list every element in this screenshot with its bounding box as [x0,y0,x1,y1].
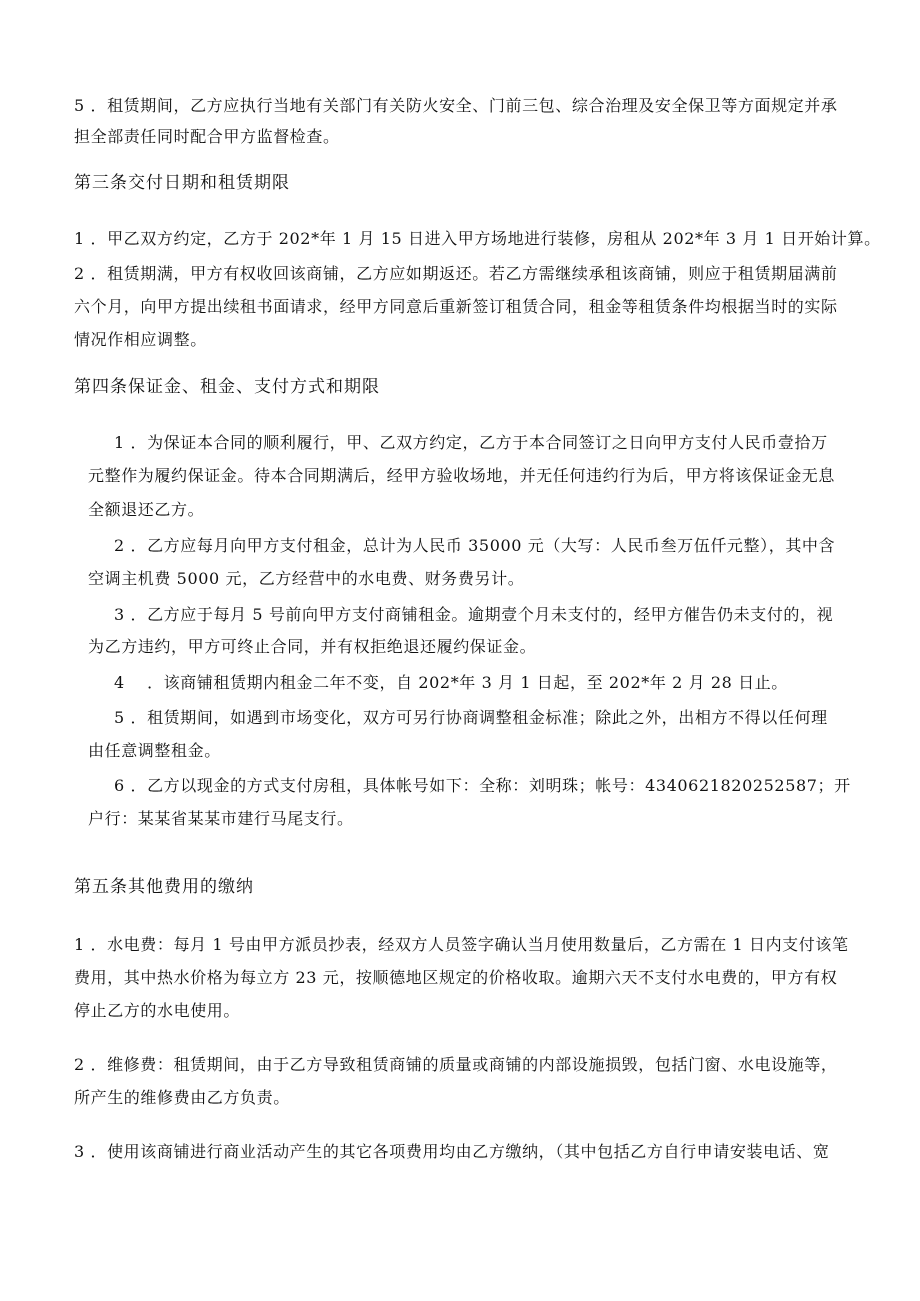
article-3-item-2-line-1: 2 ．租赁期满，甲方有权收回该商铺，乙方应如期返还。若乙方需继续承租该商铺，则应于租赁期届满前 [74,264,838,283]
article-5-item-1-line-1: 1 ．水电费：每月 1 号由甲方派员抄表，经双方人员签字确认当月使用数量后，乙方需在 1 日内支付该笔 [74,935,849,954]
article-5-item-1-line-2: 费用，其中热水价格为每立方 23 元，按顺德地区规定的价格收取。逾期六天不支付水电费的，甲方有权 [74,968,838,987]
article-4-item-4: 4 ．该商铺租赁期内租金二年不变，自 202*年 3 月 1 日起，至 202*年 2 月 28 日止。 [114,673,788,692]
clause-2-item-5-line-2: 担全部责任同时配合甲方监督检查。 [74,127,340,146]
article-4-item-3-line-2: 为乙方违约，甲方可终止合同，并有权拒绝退还履约保证金。 [88,637,537,656]
article-4-item-3-line-1: 3 ．乙方应于每月 5 号前向甲方支付商铺租金。逾期壹个月未支付的，经甲方催告仍未支付的，视 [114,605,834,624]
section-heading-article-5: 第五条其他费用的缴纳 [74,877,254,897]
article-3-item-2-line-3: 情况作相应调整。 [74,330,207,349]
section-heading-article-3: 第三条交付日期和租赁期限 [74,173,290,193]
clause-2-item-5-line-1: 5 ．租赁期间，乙方应执行当地有关部门有关防火安全、门前三包、综合治理及安全保卫等方面规定并承 [74,96,838,115]
article-5-item-2-line-1: 2 ．维修费：租赁期间，由于乙方导致租赁商铺的质量或商铺的内部设施损毁，包括门窗、水电设施等， [74,1055,838,1074]
article-4-item-6-line-2: 户行：某某省某某市建行马尾支行。 [88,809,354,828]
article-5-item-1-line-3: 停止乙方的水电使用。 [74,1001,241,1020]
article-3-item-2-line-2: 六个月，向甲方提出续租书面请求，经甲方同意后重新签订租赁合同，租金等租赁条件均根据当时的实际 [74,297,838,316]
article-4-item-6-line-1: 6 ．乙方以现金的方式支付房租，具体帐号如下：全称：刘明珠；帐号：4340621820252587；开 [114,776,851,795]
section-heading-article-4: 第四条保证金、租金、支付方式和期限 [74,377,380,397]
article-4-item-5-line-2: 由任意调整租金。 [88,741,221,760]
article-4-item-2-line-2: 空调主机费 5000 元，乙方经营中的水电费、财务费另计。 [88,569,525,588]
article-4-item-5-line-1: 5 ．租赁期间，如遇到市场变化，双方可另行协商调整租金标准；除此之外，出相方不得以任何理 [114,708,828,727]
article-5-item-2-line-2: 所产生的维修费由乙方负责。 [74,1088,290,1107]
article-4-item-1-line-2: 元整作为履约保证金。待本合同期满后，经甲方验收场地，并无任何违约行为后，甲方将该保证金无息 [88,466,836,485]
article-4-item-1-line-1: 1 ．为保证本合同的顺利履行，甲、乙双方约定，乙方于本合同签订之日向甲方支付人民币壹拾万 [114,433,828,452]
article-3-item-1: 1 ．甲乙双方约定，乙方于 202*年 1 月 15 日进入甲方场地进行装修，房租从 202*年 3 月 1 日开始计算。 [74,229,881,248]
article-4-item-2-line-1: 2 ．乙方应每月向甲方支付租金，总计为人民币 35000 元（大写：人民币叁万伍仟元整），其中含 [114,536,836,555]
article-5-item-3-line-1: 3 ．使用该商铺进行商业活动产生的其它各项费用均由乙方缴纳，（其中包括乙方自行申请安装电话、宽 [74,1142,830,1161]
article-4-item-1-line-3: 全额退还乙方。 [88,500,205,519]
